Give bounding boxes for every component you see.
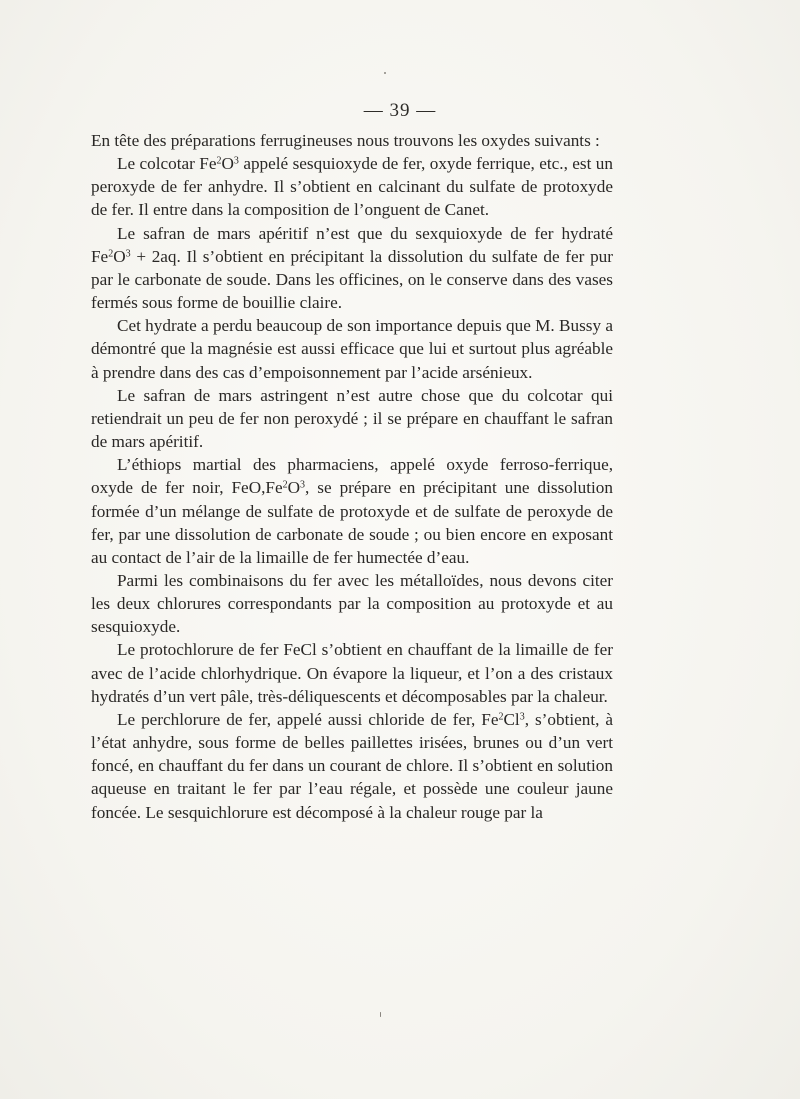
paragraph-perchlorure: [91, 708, 613, 824]
paragraph-text: Cl: [503, 709, 520, 729]
paragraph-text: Le perchlorure de fer, appelé aussi chloride de fer, Fe: [117, 709, 499, 729]
paragraph-text: Le safran de mars astringent n’est autre chose que du colcotar qui retiendrait un peu de fer non peroxydé ; il se prépare en chauffant le safran de mars apéritif.: [91, 385, 613, 452]
subscript-number: 2: [498, 711, 504, 723]
paragraph-safran-astringent: [91, 384, 613, 453]
paragraph-text: Parmi les combinaisons du fer avec les métalloïdes, nous devons citer les deux chlorures correspondants par la composition au protoxyde et au sesquioxyde.: [91, 570, 613, 637]
paragraph-oxydes-intro: [91, 129, 613, 152]
paragraph-text: O: [287, 478, 301, 498]
subscript-number: 3: [300, 479, 306, 491]
paragraph-colcotar: [91, 152, 613, 221]
subscript-number: 2: [108, 248, 114, 260]
subscript-number: 3: [519, 711, 525, 723]
paragraph-text: appelé sesquioxyde de fer, oxyde ferrique, etc., est un peroxyde de fer anhydre. Il s’obtient en calcinant du sulfate de protoxyde de fer. Il entre dans la composition de l’onguent de Canet.: [91, 154, 613, 220]
paragraph-hydrate: [91, 314, 613, 383]
paragraph-text: Le protochlorure de fer FeCl s’obtient en chauffant de la limaille de fer avec de l’acide chlorhydrique. On évapore la liqueur, et l’on a des cristaux hydratés d’un vert pâle, très-déliquescents et décomposables par la chaleur.: [91, 640, 613, 706]
subscript-number: 3: [233, 155, 239, 167]
paragraph-protochlorure: [91, 638, 613, 707]
paragraph-text: , s’obtient, à l’état anhydre, sous forme de belles paillettes irisées, brunes ou d’un vert foncé, en chauffant du fer dans un courant de chlore. Il s’obtient en solution aqueuse en traitant le fer par l’eau régale, et possède une couleur jaune foncée. Le sesquichlorure est décomposé à la chaleur rouge par la: [91, 709, 613, 822]
paragraph-text: O: [113, 246, 126, 266]
paragraph-metalloides: [91, 569, 613, 638]
paragraph-text: , se prépare en précipitant une dissolution formée d’un mélange de sulfate de protoxyde et de sulfate de peroxyde de fer, par une dissolution de carbonate de soude ; ou bien encore en exposant au contact de l’air de la limaille de fer humectée d’eau.: [91, 478, 613, 567]
paragraph-text: O: [221, 154, 234, 174]
paragraph-text: Le safran de mars apéritif n’est que du sexquioxyde de fer hydraté Fe: [91, 223, 613, 266]
subscript-number: 2: [282, 479, 288, 491]
body-text: [91, 129, 613, 824]
paragraph-text: Le colcotar Fe: [117, 154, 217, 174]
paragraph-text: L’éthiops martial des pharmaciens, appelé oxyde ferroso-ferrique, oxyde de fer noir, FeO,Fe: [91, 455, 613, 498]
paper-speck: [380, 1012, 381, 1017]
subscript-number: 3: [125, 248, 131, 260]
paragraph-ethiops: [91, 453, 613, 569]
subscript-number: 2: [216, 155, 222, 167]
paragraph-text: + 2aq. Il s’obtient en précipitant la dissolution du sulfate de fer pur par le carbonate de soude. Dans les officines, on le conserve dans des vases fermés sous forme de bouillie claire.: [91, 246, 613, 313]
paper-speck: [384, 72, 386, 74]
paragraph-text: En tête des préparations ferrugineuses nous trouvons les oxydes suivants :: [91, 131, 600, 150]
paragraph-text: Cet hydrate a perdu beaucoup de son importance depuis que M. Bussy a démontré que la magnésie est aussi efficace que lui et surtout plus agréable à prendre dans des cas d’empoisonnement par l’acide arsénieux.: [91, 316, 613, 382]
paragraph-safran-aperitif: [91, 222, 613, 315]
page-number: — 39 —: [363, 100, 437, 121]
